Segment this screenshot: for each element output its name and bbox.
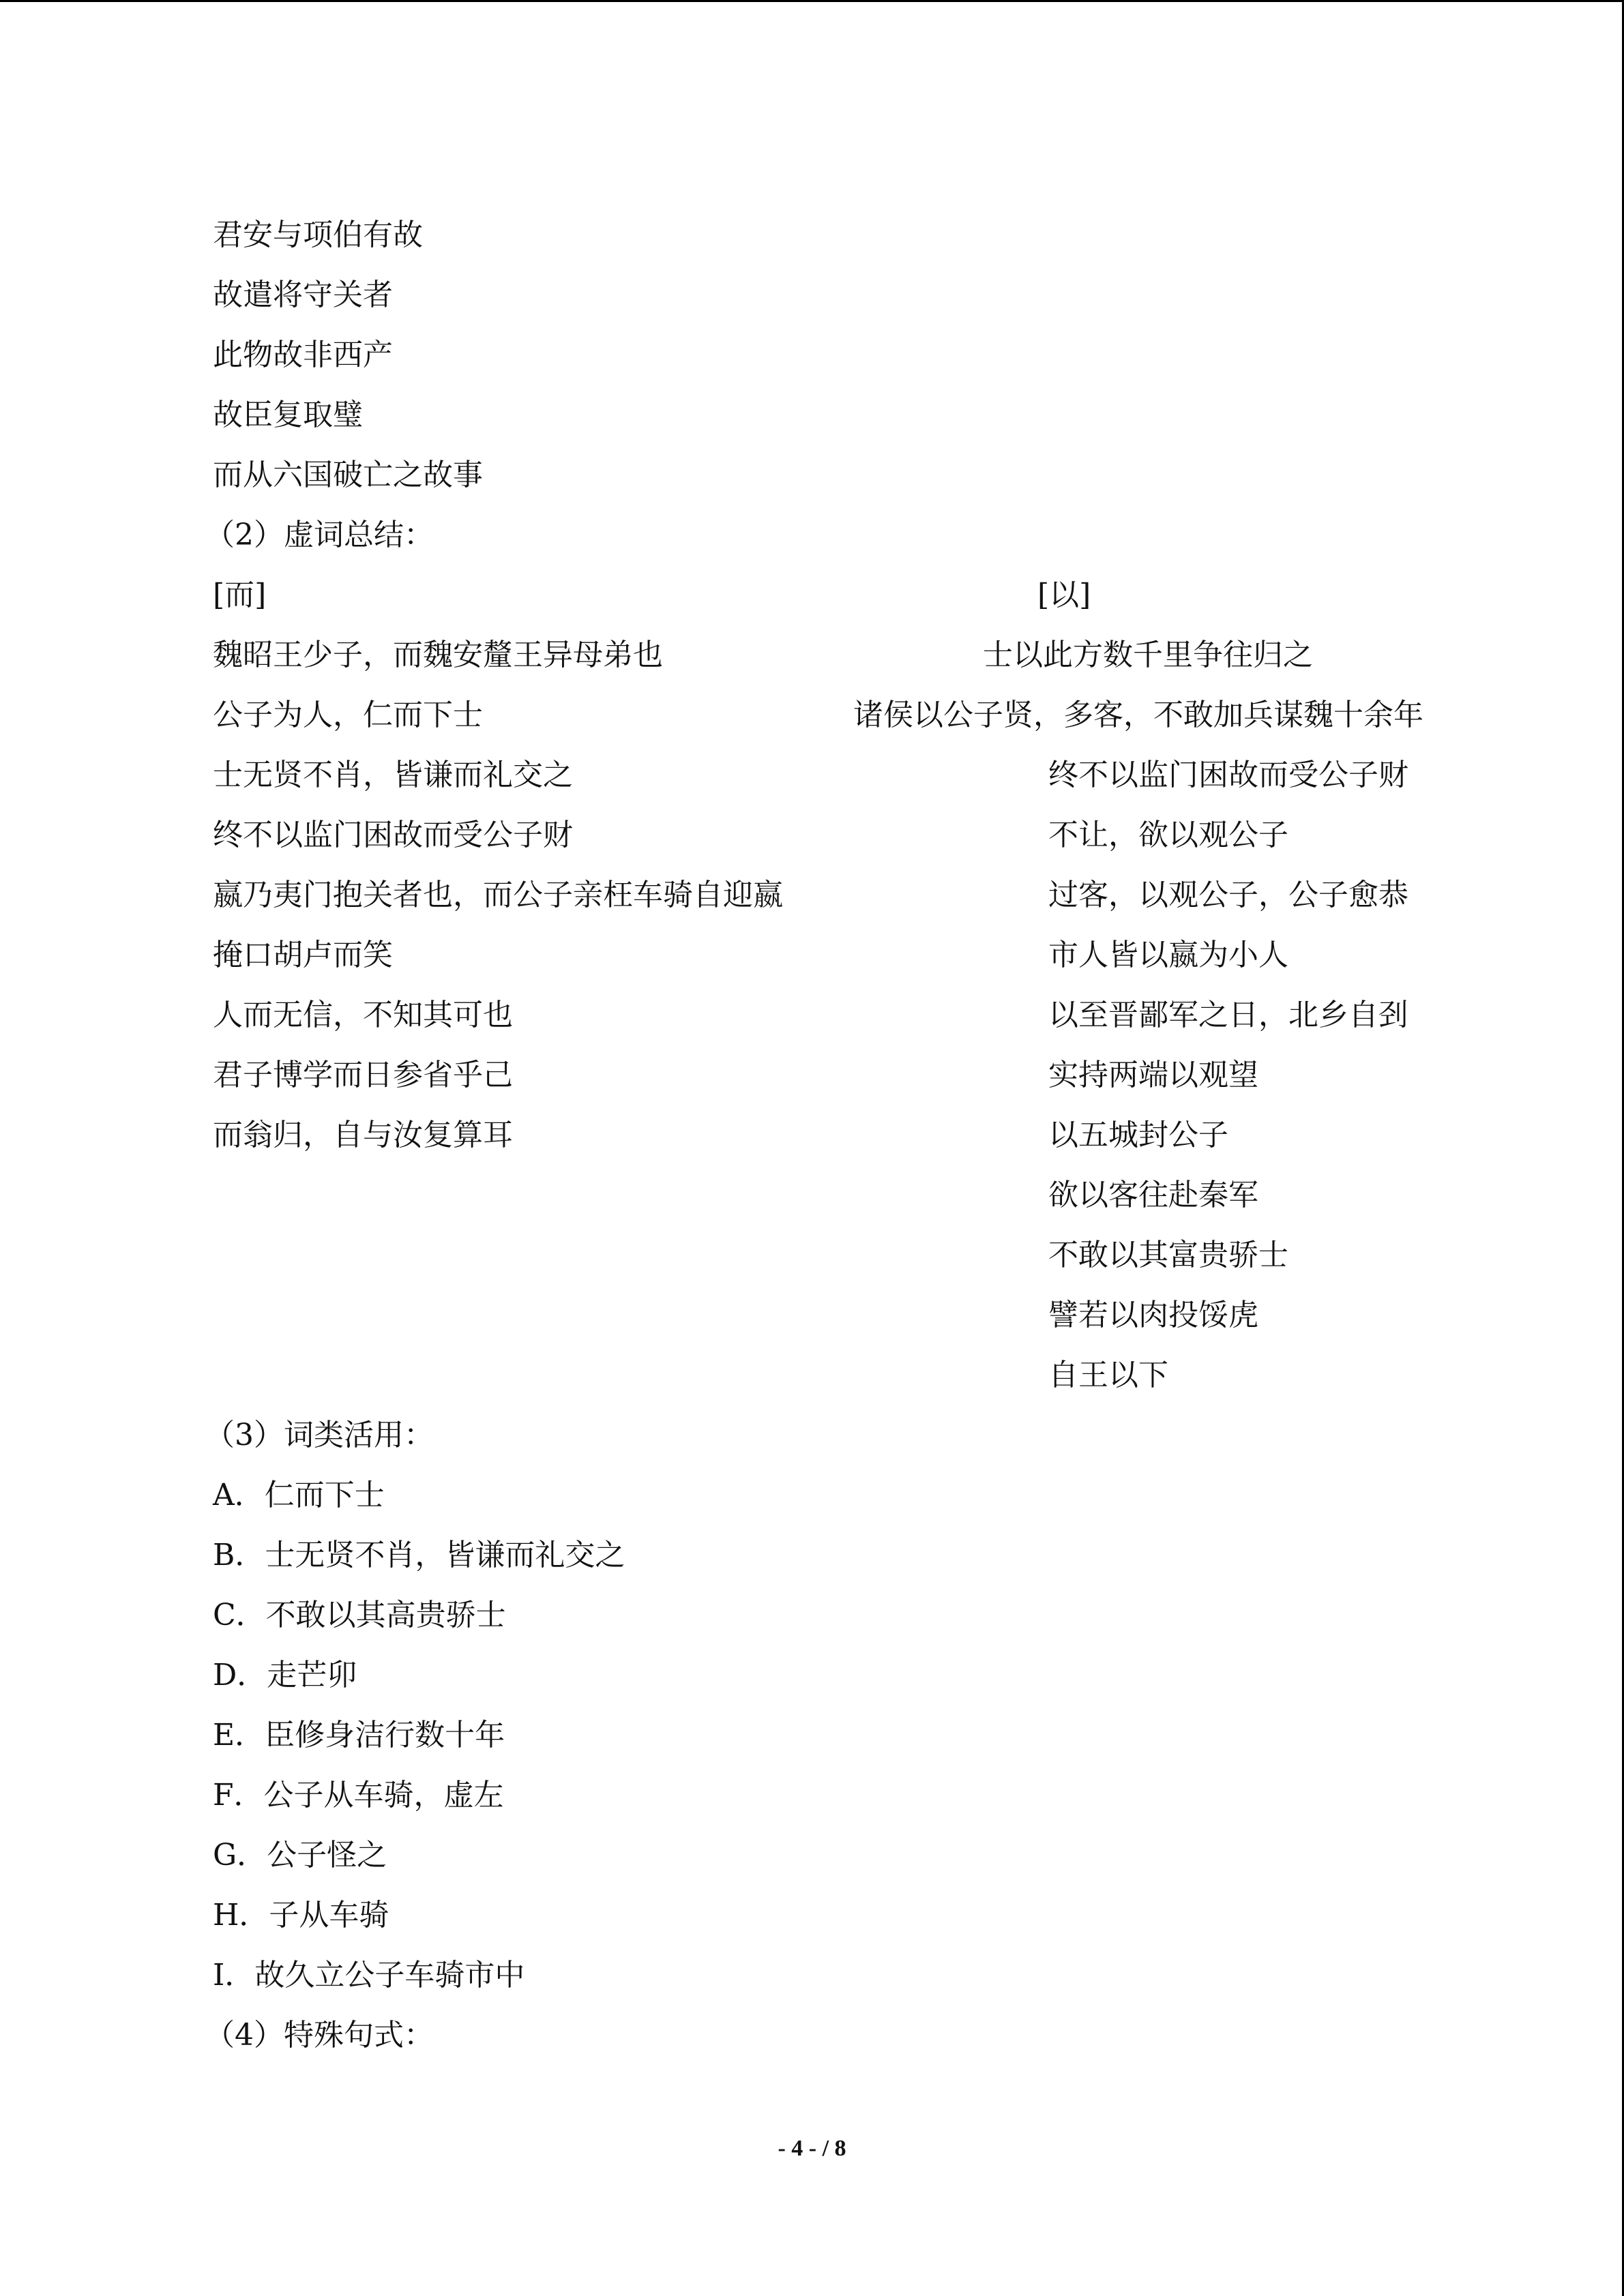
gu-example-line: 故臣复取璧: [213, 398, 363, 432]
yi-example-line: 欲以客往赴秦军: [1048, 1178, 1258, 1212]
section-heading-function-words: （2）虚词总结：: [205, 518, 434, 552]
word-class-item: E．臣修身洁行数十年: [213, 1718, 505, 1753]
page-number: - 4 - / 8: [778, 2136, 846, 2161]
yi-column-header: [以]: [1037, 578, 1091, 612]
yi-example-line: 士以此方数千里争往归之: [983, 638, 1313, 672]
word-class-item: F．公子从车骑，虚左: [213, 1778, 504, 1813]
gu-example-line: 君安与项伯有故: [213, 218, 423, 252]
er-example-line: 而翁归，自与汝复算耳: [213, 1118, 513, 1152]
word-class-item: C．不敢以其高贵骄士: [213, 1598, 506, 1632]
gu-example-line: 此物故非西产: [213, 338, 393, 372]
er-example-line: 掩口胡卢而笑: [213, 938, 393, 972]
word-class-item: I．故久立公子车骑市中: [213, 1958, 525, 1993]
yi-example-line: 市人皆以嬴为小人: [1048, 938, 1288, 972]
section-heading-word-class-shift: （3）词类活用：: [205, 1418, 434, 1452]
word-class-item: G．公子怪之: [213, 1838, 387, 1873]
word-class-item: A．仁而下士: [213, 1478, 385, 1512]
er-example-line: 人而无信，不知其可也: [213, 998, 513, 1032]
yi-example-line: 实持两端以观望: [1048, 1058, 1258, 1092]
word-class-item: B．士无贤不肖，皆谦而礼交之: [213, 1538, 625, 1572]
yi-example-line: 自王以下: [1048, 1358, 1168, 1392]
yi-example-line: 过客，以观公子，公子愈恭: [1048, 878, 1408, 912]
er-example-line: 君子博学而日参省乎己: [213, 1058, 513, 1092]
yi-example-line: 不敢以其富贵骄士: [1048, 1238, 1288, 1272]
er-column-header: [而]: [213, 578, 267, 612]
er-example-line: 士无贤不肖，皆谦而礼交之: [213, 758, 573, 792]
er-example-line: 终不以监门困故而受公子财: [213, 818, 573, 852]
gu-example-line: 而从六国破亡之故事: [213, 458, 483, 492]
er-example-line: 嬴乃夷门抱关者也，而公子亲枉车骑自迎嬴: [213, 878, 783, 912]
yi-example-line: 以五城封公子: [1048, 1118, 1228, 1152]
yi-example-line: 譬若以肉投馁虎: [1048, 1298, 1258, 1332]
er-example-line: 公子为人，仁而下士: [213, 698, 483, 732]
yi-example-line: 终不以监门困故而受公子财: [1048, 758, 1408, 792]
word-class-item: H．子从车骑: [213, 1898, 389, 1933]
yi-example-line: 不让，欲以观公子: [1048, 818, 1288, 852]
word-class-item: D．走芒卯: [213, 1658, 357, 1693]
er-example-line: 魏昭王少子，而魏安釐王异母弟也: [213, 638, 663, 672]
gu-example-line: 故遣将守关者: [213, 278, 393, 312]
section-heading-special-sentences: （4）特殊句式：: [205, 2018, 434, 2053]
yi-example-line: 诸侯以公子贤，多客，不敢加兵谋魏十余年: [853, 698, 1423, 732]
yi-example-line: 以至晋鄙军之日，北乡自刭: [1048, 998, 1408, 1032]
